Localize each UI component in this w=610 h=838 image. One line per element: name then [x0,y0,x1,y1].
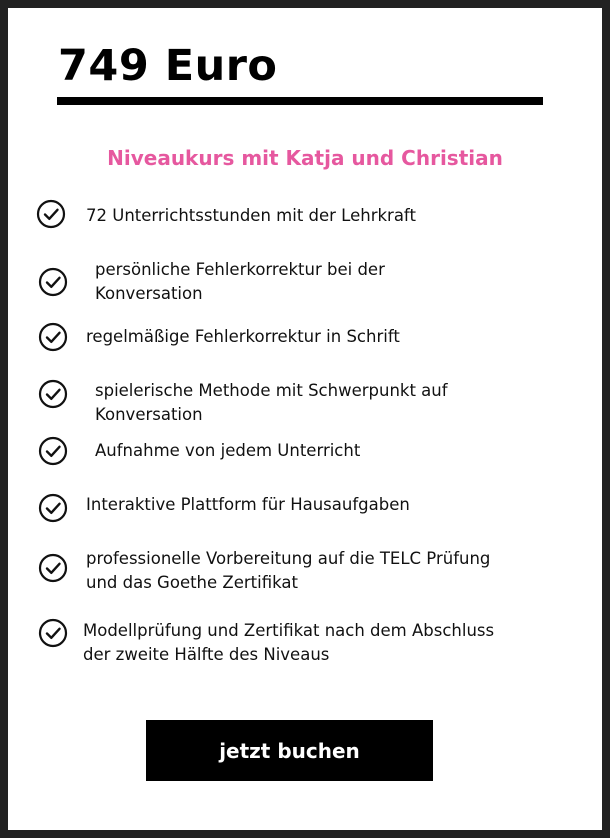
check-circle-icon [38,322,68,352]
feature-text-line: Konversation [95,405,203,424]
check-circle-icon [38,553,68,583]
check-circle-icon [38,618,68,648]
feature-text-line: Modellprüfung und Zertifikat nach dem Abschluss [83,621,495,640]
feature-text-line: persönliche Fehlerkorrektur bei der [95,260,385,279]
check-circle-icon [38,493,68,523]
check-circle-icon [38,267,68,297]
price-divider [57,97,543,105]
feature-text-line: spielerische Methode mit Schwerpunkt auf [95,381,448,400]
feature-text-line: professionelle Vorbereitung auf die TELC Prüfung [86,549,491,568]
book-now-button[interactable]: jetzt buchen [146,720,433,781]
price-heading: 749 Euro [58,41,278,91]
feature-text-line: regelmäßige Fehlerkorrektur in Schrift [86,327,400,346]
check-circle-icon [36,199,66,229]
check-circle-icon [38,379,68,409]
feature-text-line: der zweite Hälfte des Niveaus [83,645,330,664]
feature-text-line: Aufnahme von jedem Unterricht [95,441,361,460]
feature-text-line: 72 Unterrichtsstunden mit der Lehrkraft [86,206,416,225]
check-circle-icon [38,436,68,466]
feature-text-line: und das Goethe Zertifikat [86,573,298,592]
feature-text-line: Interaktive Plattform für Hausaufgaben [86,495,410,514]
course-title: Niveaukurs mit Katja und Christian [107,146,503,170]
feature-text-line: Konversation [95,284,203,303]
